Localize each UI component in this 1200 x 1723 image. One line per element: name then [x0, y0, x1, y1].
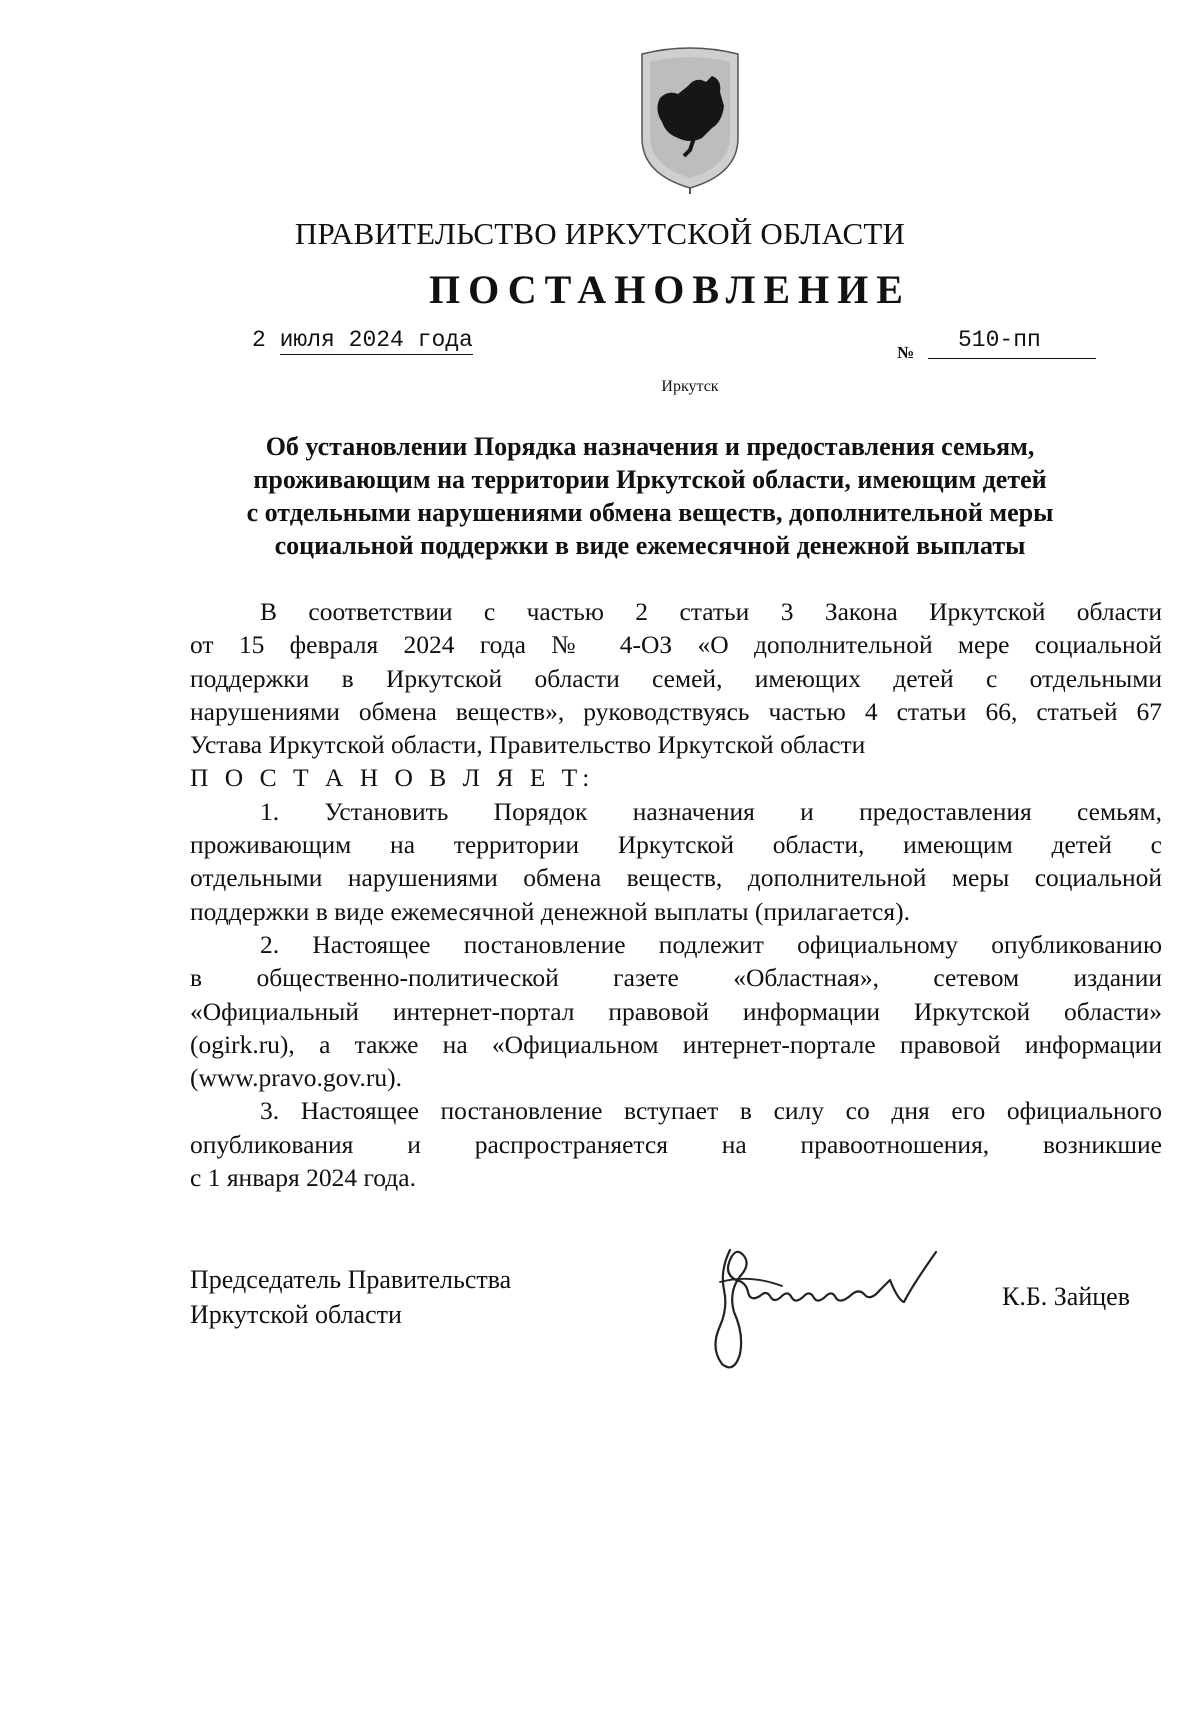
- text-line: 3. Настоящее постановление вступает в силу со дня его официального: [260, 1096, 1162, 1126]
- title-line: социальной поддержки в виде ежемесячной денежной выплаты: [274, 531, 1026, 560]
- signatory-name: К.Б. Зайцев: [1002, 1282, 1130, 1311]
- text-line: 1. Установить Порядок назначения и предоставления семьям,: [260, 796, 1162, 826]
- item-3-paragraph: [190, 1094, 1162, 1194]
- document-body: [190, 595, 1162, 1194]
- text-line: (www.pravo.gov.ru).: [190, 1063, 402, 1093]
- item-1-paragraph: [190, 795, 1162, 928]
- text-line: отдельными нарушениями обмена веществ, дополнительной меры социальной: [190, 863, 1162, 893]
- text-line: от 15 февраля 2024 года № 4-ОЗ «О дополнительной мере социальной: [190, 630, 1162, 660]
- text-line: с 1 января 2024 года.: [190, 1163, 416, 1193]
- organization-name: ПРАВИТЕЛЬСТВО ИРКУТСКОЙ ОБЛАСТИ: [294, 216, 906, 251]
- number-sign: №: [897, 343, 915, 362]
- text-line: проживающим на территории Иркутской области, имеющим детей с: [190, 830, 1162, 860]
- document-date: [252, 327, 473, 355]
- preamble-paragraph: [190, 595, 1162, 761]
- handwritten-signature: [690, 1230, 950, 1380]
- text-line: Устава Иркутской области, Правительство Иркутской области: [190, 730, 866, 760]
- title-line: Об установлении Порядка назначения и предоставления семьям,: [265, 432, 1035, 461]
- text-line: (ogirk.ru), а также на «Официальном интернет-портале правовой информации: [190, 1029, 1162, 1059]
- document-number: 510-пп: [928, 327, 1096, 359]
- date-day: 2: [252, 327, 266, 353]
- document-title: [190, 430, 1110, 562]
- text-line: в общественно-политической газете «Областная», сетевом издании: [190, 963, 1162, 993]
- item-2-paragraph: [190, 928, 1162, 1094]
- position-line: Председатель Правительства: [190, 1265, 512, 1294]
- position-line: Иркутской области: [190, 1300, 402, 1329]
- text-line: «Официальный интернет-портал правовой информации Иркутской области»: [190, 996, 1162, 1026]
- date-month-year: июля 2024 года: [279, 327, 473, 353]
- text-line: нарушениями обмена веществ», руководствуясь частью 4 статьи 66, статьей 67: [190, 696, 1162, 726]
- text-line: опубликования и распространяется на правоотношения, возникшие: [190, 1129, 1162, 1159]
- coat-of-arms-emblem: [632, 46, 748, 196]
- title-line: с отдельными нарушениями обмена веществ, дополнительной меры: [246, 498, 1054, 527]
- text-line: В соответствии с частью 2 статьи 3 Закона Иркутской области: [260, 597, 1162, 626]
- document-city: Иркутск: [661, 378, 719, 395]
- decree-word: П О С Т А Н О В Л Я Е Т:: [190, 763, 595, 793]
- title-line: проживающим на территории Иркутской области, имеющим детей: [253, 465, 1047, 494]
- text-line: поддержки в виде ежемесячной денежной выплаты (прилагается).: [190, 896, 910, 926]
- text-line: 2. Настоящее постановление подлежит официальному опубликованию: [260, 929, 1162, 959]
- document-type: ПОСТАНОВЛЕНИЕ: [429, 267, 911, 312]
- text-line: поддержки в Иркутской области семей, имеющих детей с отдельными: [190, 663, 1162, 693]
- signatory-position: [190, 1262, 511, 1332]
